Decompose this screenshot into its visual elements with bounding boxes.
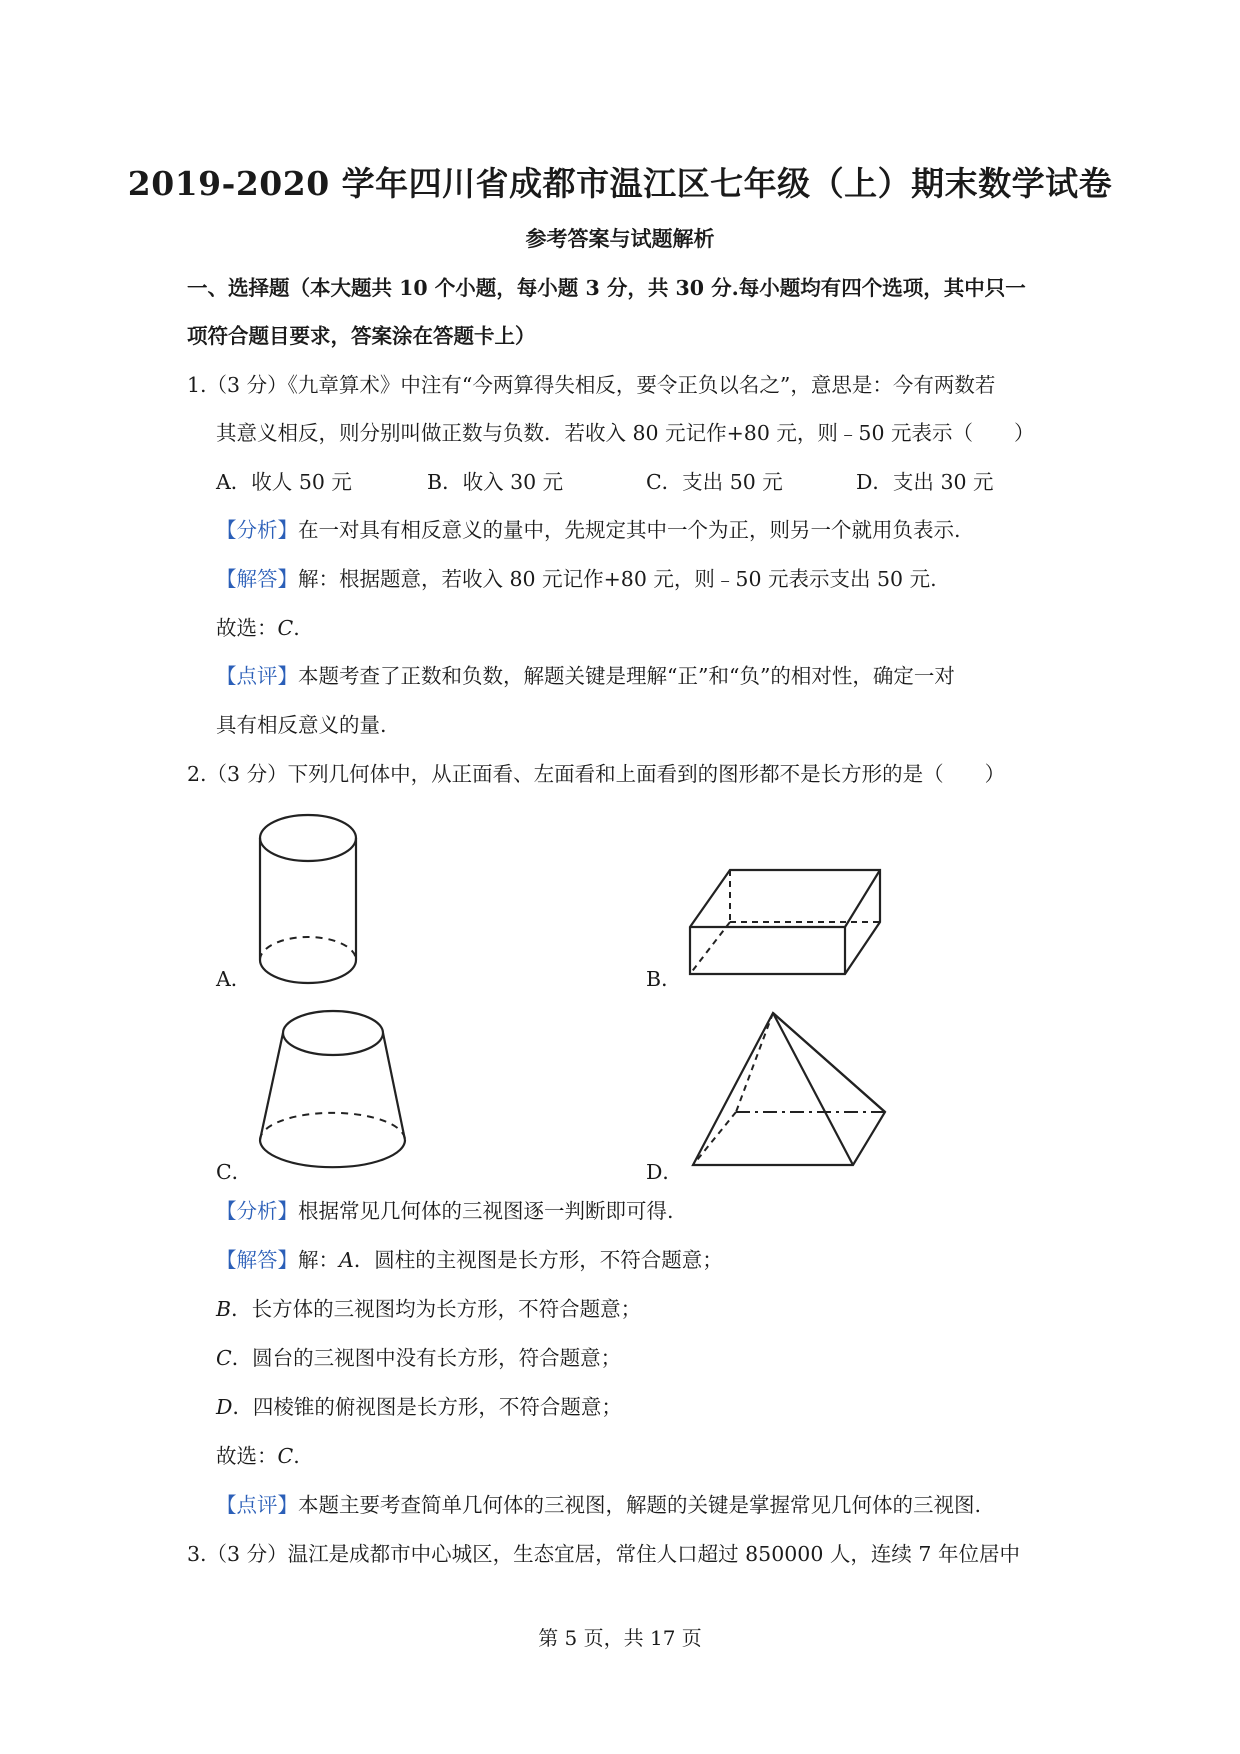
- section-heading-line1: 一、选择题（本大题共 10 个小题，每小题 3 分，共 30 分.每小题均有四个选项，其中只一: [187, 276, 1026, 300]
- q1-analysis-text: 在一对具有相反意义的量中，先规定其中一个为正，则另一个就用负表示.: [298, 518, 961, 542]
- choice-letter: C: [277, 616, 294, 640]
- q2-choice: [216, 1441, 300, 1471]
- cylinder-figure: [250, 810, 370, 990]
- q2-comment-text: 本题主要考查简单几何体的三视图，解题的关键是掌握常见几何体的三视图.: [298, 1493, 982, 1517]
- section-heading-line2: 项符合题目要求，答案涂在答题卡上）: [187, 324, 536, 348]
- q1-stem-line1: 1.（3 分）《九章算术》中注有“今两算得失相反，要令正负以名之”，意思是：今有两数若: [187, 373, 996, 397]
- analysis-tag: 【分析】: [216, 1199, 298, 1223]
- q2-comment: [216, 1490, 981, 1520]
- q1-option-a: A．收人 50 元: [216, 470, 352, 494]
- item-text: ．圆柱的主视图是长方形，不符合题意；: [353, 1248, 723, 1272]
- fig-label-b: B．: [646, 967, 682, 991]
- q1-comment-text: 本题考查了正数和负数，解题关键是理解“正”和“负”的相对性，确定一对: [298, 664, 955, 688]
- q2-answer: [216, 1245, 723, 1275]
- q1-comment-line1: [216, 661, 955, 691]
- page-footer: 第 5 页，共 17 页: [538, 1626, 702, 1650]
- q1-choice: [216, 613, 300, 643]
- q2-analysis-text: 根据常见几何体的三视图逐一判断即可得.: [298, 1199, 674, 1223]
- q1-option-b: B．收入 30 元: [427, 470, 564, 494]
- page-title: 2019-2020 学年四川省成都市温江区七年级（上）期末数学试卷: [127, 164, 1113, 203]
- q1-analysis: [216, 515, 961, 545]
- q1-option-c: C．支出 50 元: [646, 470, 783, 494]
- answer-tag: 【解答】: [216, 567, 298, 591]
- q2-item-c: [216, 1343, 621, 1373]
- item-letter: B: [216, 1297, 232, 1321]
- q2-analysis: [216, 1196, 674, 1226]
- fig-label-c: C．: [216, 1160, 253, 1184]
- choice-letter: C: [277, 1444, 294, 1468]
- item-text: ．四棱锥的俯视图是长方形，不符合题意；: [232, 1395, 622, 1419]
- choice-suffix: .: [293, 1444, 300, 1468]
- q1-stem-line2: 其意义相反，则分别叫做正数与负数．若收入 80 元记作+80 元，则﹣50 元表示（ ）: [216, 421, 1035, 445]
- analysis-tag: 【分析】: [216, 518, 298, 542]
- cuboid-figure: [685, 862, 885, 982]
- item-letter: D: [216, 1395, 233, 1419]
- q1-answer: [216, 564, 937, 594]
- page-subtitle: 参考答案与试题解析: [525, 226, 715, 251]
- choice-prefix: 故选：: [216, 616, 278, 640]
- answer-tag: 【解答】: [216, 1248, 298, 1272]
- q2-stem-line1: 2.（3 分）下列几何体中，从正面看、左面看和上面看到的图形都不是长方形的是（ ）: [187, 762, 1006, 786]
- fig-label-a: A．: [216, 967, 252, 991]
- choice-prefix: 故选：: [216, 1444, 278, 1468]
- q1-answer-text: 解：根据题意，若收入 80 元记作+80 元，则﹣50 元表示支出 50 元.: [298, 567, 937, 591]
- answer-prefix: 解：: [298, 1248, 339, 1272]
- item-text: ．长方体的三视图均为长方形，不符合题意；: [231, 1297, 642, 1321]
- pyramid-figure: [688, 1005, 888, 1175]
- choice-suffix: .: [293, 616, 300, 640]
- comment-tag: 【点评】: [216, 1493, 298, 1517]
- item-text: ．圆台的三视图中没有长方形，符合题意；: [231, 1346, 622, 1370]
- q2-item-d: [216, 1392, 622, 1422]
- frustum-figure: [255, 1005, 410, 1175]
- item-letter: C: [216, 1346, 232, 1370]
- item-letter: A: [339, 1248, 354, 1272]
- q3-stem-line1: 3.（3 分）温江是成都市中心城区，生态宜居，常住人口超过 850000 人，连续 7 年位居中: [187, 1542, 1020, 1566]
- comment-tag: 【点评】: [216, 664, 298, 688]
- fig-label-d: D．: [646, 1160, 683, 1184]
- q1-comment-line2: 具有相反意义的量.: [216, 713, 387, 737]
- q2-item-b: [216, 1294, 641, 1324]
- q1-option-d: D．支出 30 元: [856, 470, 994, 494]
